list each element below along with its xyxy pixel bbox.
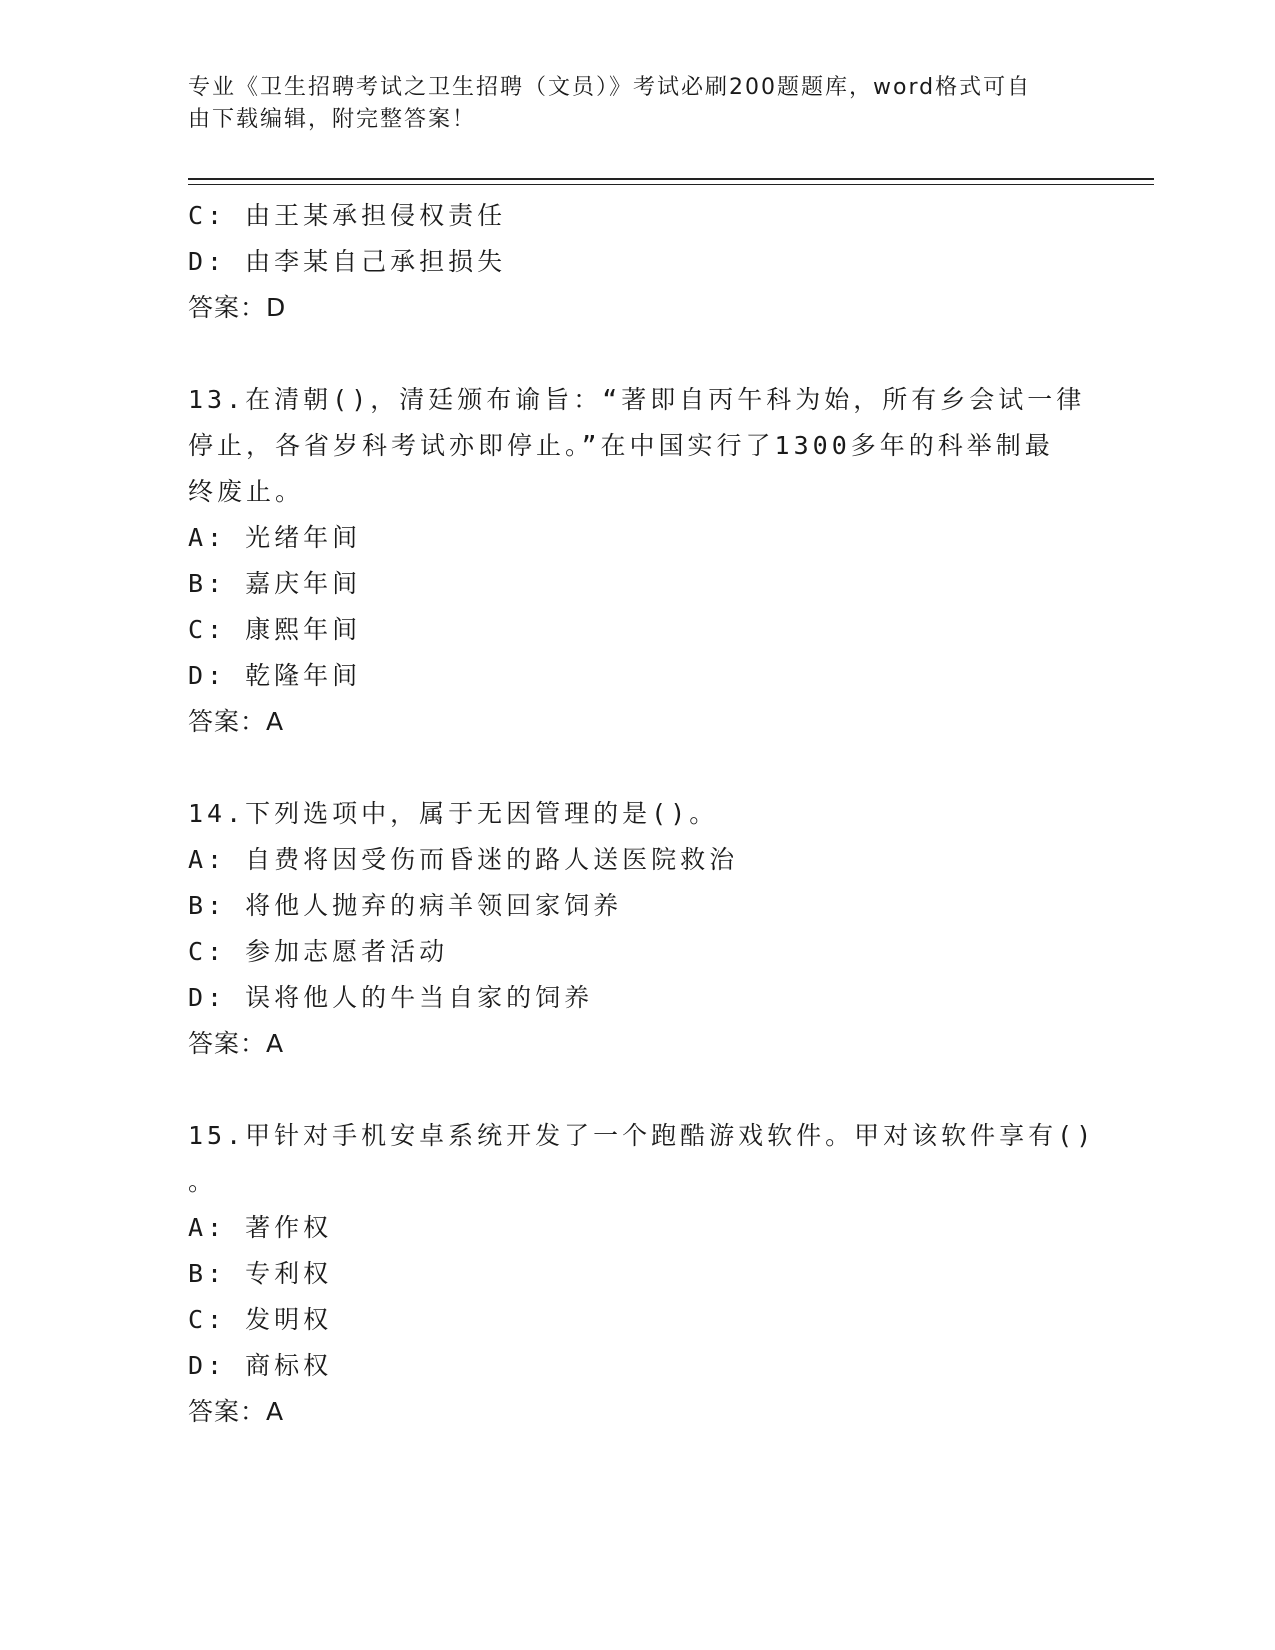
- spacer: [188, 745, 1088, 791]
- header-line-1: 专业《卫生招聘考试之卫生招聘（文员）》考试必刷200题题库，word格式可自: [188, 75, 1032, 100]
- header-rule-thick: [188, 178, 1154, 180]
- question-stem-line: 14.下列选项中，属于无因管理的是()。: [188, 799, 719, 828]
- option-d: D: 乾隆年间: [188, 661, 362, 690]
- option-d: D: 由李某自己承担损失: [188, 247, 507, 276]
- option-a: A: 自费将因受伤而昏迷的路人送医院救治: [188, 845, 739, 874]
- header-line-2: 由下载编辑，附完整答案！: [188, 107, 477, 132]
- question-block-14: [188, 791, 1088, 1067]
- question-stem-line: 15.甲针对手机安卓系统开发了一个跑酷游戏软件。甲对该软件享有(): [188, 1121, 1096, 1150]
- question-block-13: [188, 377, 1088, 745]
- document-header: [188, 72, 1068, 136]
- option-b: B: 专利权: [188, 1259, 333, 1288]
- question-stem-line: 。: [188, 1167, 218, 1196]
- answer-line: 答案：A: [188, 707, 285, 736]
- option-c: C: 发明权: [188, 1305, 333, 1334]
- spacer: [188, 1067, 1088, 1113]
- question-list: [188, 193, 1096, 1435]
- option-d: D: 商标权: [188, 1351, 333, 1380]
- question-stem-line: 终废止。: [188, 477, 305, 506]
- answer-line: 答案：D: [188, 293, 287, 322]
- answer-line: 答案：A: [188, 1397, 285, 1426]
- question-block-15: [188, 1113, 1096, 1435]
- spacer: [188, 331, 1088, 377]
- question-stem-line: 13.在清朝()，清廷颁布谕旨：“著即自丙午科为始，所有乡会试一律: [188, 385, 1086, 414]
- header-rule-thin: [188, 184, 1154, 185]
- option-a: A: 著作权: [188, 1213, 333, 1242]
- option-c: C: 参加志愿者活动: [188, 937, 449, 966]
- option-d: D: 误将他人的牛当自家的饲养: [188, 983, 594, 1012]
- question-stem-line: 停止，各省岁科考试亦即停止。”在中国实行了1300多年的科举制最: [188, 431, 1054, 460]
- option-b: B: 将他人抛弃的病羊领回家饲养: [188, 891, 623, 920]
- question-block-12-tail: [188, 193, 1088, 331]
- option-c: C: 康熙年间: [188, 615, 362, 644]
- option-c: C: 由王某承担侵权责任: [188, 201, 507, 230]
- answer-line: 答案：A: [188, 1029, 285, 1058]
- option-a: A: 光绪年间: [188, 523, 362, 552]
- option-b: B: 嘉庆年间: [188, 569, 362, 598]
